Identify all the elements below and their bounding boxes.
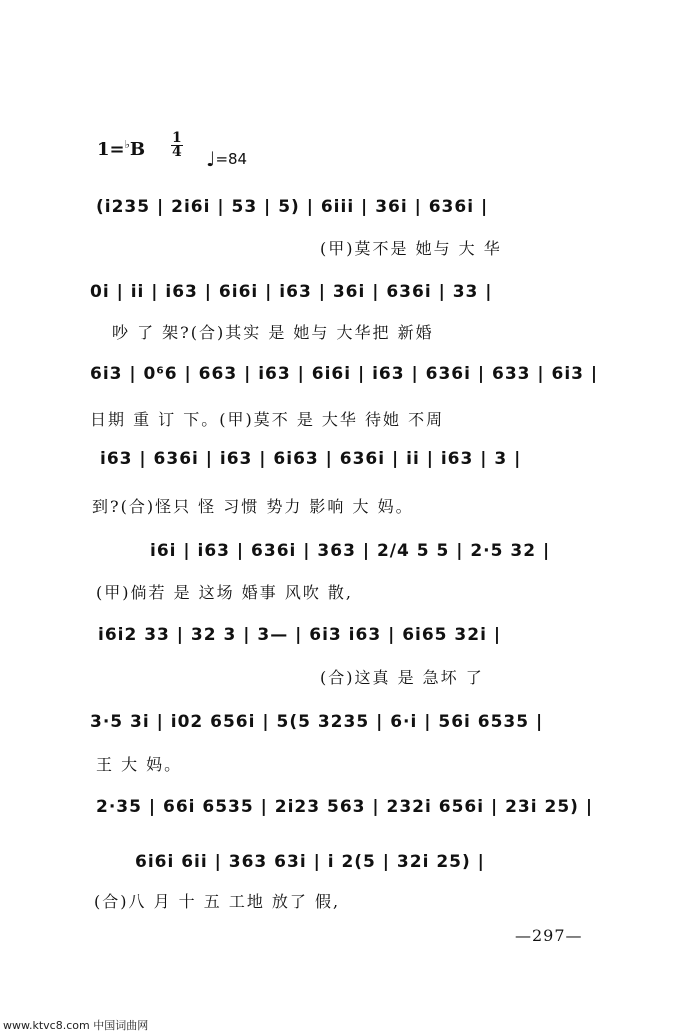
lyric-line-2: 吵 了 架?(合)其实 是 她与 大华把 新婚 [112, 323, 434, 342]
lyric-line-6: (合)这真 是 急坏 了 [320, 668, 484, 687]
meter-bottom: 4 [172, 144, 182, 160]
music-line-6: i6i2 33 | 32 3 | 3— | 6i3 i63 | 6i65 32i | [98, 625, 502, 645]
flat-sign: ♭ [124, 138, 130, 151]
page-number: —297— [515, 926, 583, 945]
music-line-2: 0i | ii | i63 | 6i6i | i63 | 36i | 636i | 33 | [90, 282, 493, 302]
time-signature [171, 132, 183, 159]
music-line-7: 3·5 3i | i02 656i | 5(5 3235 | 6·i | 56i 6535 | [90, 712, 544, 732]
lyric-line-9: (合)八 月 十 五 工地 放了 假, [94, 892, 341, 911]
key-prefix: 1= [97, 139, 125, 160]
quarter-note-icon: ♩ [206, 147, 216, 171]
music-line-4: i63 | 636i | i63 | 6i63 | 636i | ii | i63 | 3 | [100, 449, 522, 469]
lyric-line-7: 王 大 妈。 [96, 755, 183, 774]
music-line-3: 6i3 | 0⁶6 | 663 | i63 | 6i6i | i63 | 636i | 633 | 6i3 | [90, 364, 599, 384]
lyric-line-3: 日期 重 订 下。(甲)莫不 是 大华 待她 不周 [90, 410, 445, 429]
music-line-9: 6i6i 6ii | 363 63i | i 2(5 | 32i 25) | [135, 852, 485, 872]
watermark-footer: www.ktvc8.com 中国词曲网 [3, 1019, 149, 1032]
lyric-line-4: 到?(合)怪只 怪 习惯 势力 影响 大 妈。 [92, 497, 414, 516]
music-line-8: 2·35 | 66i 6535 | 2i23 563 | 232i 656i | 23i 25) | [96, 797, 594, 817]
key-signature [97, 138, 145, 160]
meter-top: 1 [172, 130, 182, 146]
tempo-marking [206, 147, 247, 171]
lyric-line-1: (甲)莫不是 她与 大 华 [320, 239, 502, 258]
music-line-5: i6i | i63 | 636i | 363 | 2/4 5 5 | 2·5 32 | [150, 541, 551, 561]
tempo-value: =84 [215, 150, 248, 168]
key-note: B [129, 139, 146, 160]
lyric-line-5: (甲)倘若 是 这场 婚事 风吹 散, [96, 583, 354, 602]
music-line-1: (i235 | 2i6i | 53 | 5) | 6iii | 36i | 636i | [96, 197, 489, 217]
